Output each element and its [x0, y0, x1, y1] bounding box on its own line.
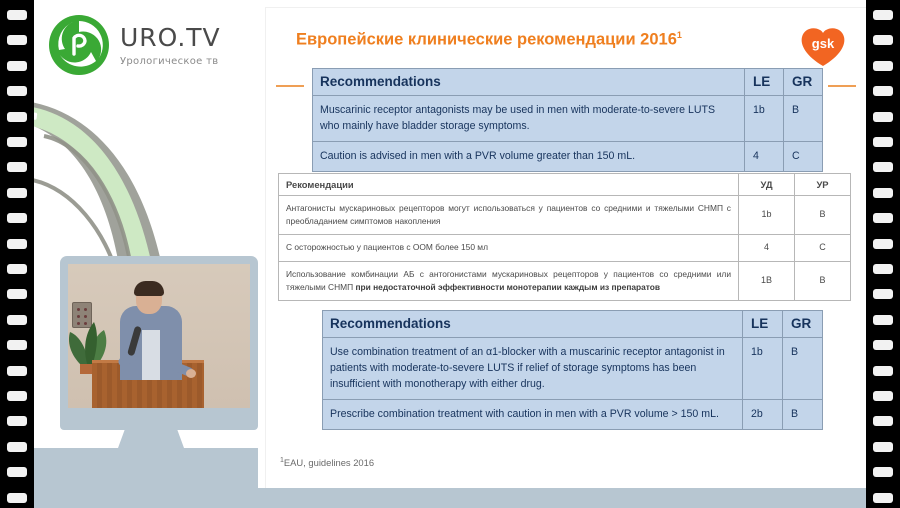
- table-row: [279, 196, 851, 235]
- col-recommendations: Recommendations: [313, 69, 745, 96]
- film-perforation: [873, 162, 893, 172]
- cell-le: 4: [745, 142, 784, 172]
- film-perforation: [7, 188, 27, 198]
- monitor-stand: [118, 430, 184, 448]
- footnote-text: EAU, guidelines 2016: [283, 457, 375, 469]
- presentation-slide: [266, 8, 866, 488]
- cell-ur: B: [795, 196, 851, 235]
- cell-ur: C: [795, 235, 851, 262]
- cell-gr: B: [783, 338, 823, 400]
- col-le: LE: [743, 311, 783, 338]
- scene-speaker-hand: [186, 369, 196, 378]
- footnote: [280, 457, 374, 468]
- film-perforation: [873, 315, 893, 325]
- film-perforation: [873, 467, 893, 477]
- slide-title-text: Европейские клинические рекомендации 2016: [296, 30, 677, 49]
- film-perforation: [873, 61, 893, 71]
- film-perforation: [873, 35, 893, 45]
- table-header-row: [323, 311, 823, 338]
- film-perforation: [873, 112, 893, 122]
- col-recommendations: Recommendations: [323, 311, 743, 338]
- video-player[interactable]: [68, 264, 250, 408]
- divider-left: [276, 85, 304, 87]
- col-rekomendacii: Рекомендации: [279, 174, 739, 196]
- table-header-row: [279, 174, 851, 196]
- film-perforation: [7, 391, 27, 401]
- scene-speaker-shirt: [142, 330, 160, 380]
- cell-ud: 4: [739, 235, 795, 262]
- footnote-marker: 1: [280, 457, 284, 464]
- table-row: [313, 142, 823, 172]
- film-perforation: [873, 239, 893, 249]
- recommendations-table-top: [312, 68, 823, 172]
- film-perforation: [7, 112, 27, 122]
- cell-le: 1b: [743, 338, 783, 400]
- uro-tv-logo: [48, 14, 221, 76]
- table-row: [323, 400, 823, 430]
- table-row: [323, 338, 823, 400]
- left-branding-panel: [34, 0, 258, 508]
- film-perforation: [7, 61, 27, 71]
- film-perforation: [7, 315, 27, 325]
- logo-text: [120, 23, 221, 67]
- recommendations-table-russian: [278, 173, 851, 301]
- cell-recommendation: Антагонисты мускариновых рецепторов могут использоваться у пациентов со средними и тяжелыми СНМП с преобладанием симптомов накопления: [279, 196, 739, 235]
- film-perforation: [873, 137, 893, 147]
- film-strip-left: [0, 0, 34, 508]
- recommendations-table-bottom: [322, 310, 823, 430]
- film-strip-right: [866, 0, 900, 508]
- slide-title-footnote-marker: 1: [676, 30, 682, 40]
- film-perforation: [7, 442, 27, 452]
- cell-recommendation: Caution is advised in men with a PVR volume greater than 150 mL.: [313, 142, 745, 172]
- cell-ur: B: [795, 261, 851, 300]
- cell-gr: B: [783, 400, 823, 430]
- film-perforation: [873, 10, 893, 20]
- film-perforation: [873, 366, 893, 376]
- col-ud: УД: [739, 174, 795, 196]
- film-perforation: [873, 493, 893, 503]
- film-perforation: [873, 264, 893, 274]
- table-row: [279, 261, 851, 300]
- cell-text-plain: Использование комбинации АБ с антогонистами мускариновых рецепторов у пациентов со средними или тяжелыми СНМП: [286, 268, 731, 292]
- table-row: [279, 235, 851, 262]
- film-perforation: [7, 162, 27, 172]
- film-perforation: [7, 340, 27, 350]
- film-perforation: [7, 213, 27, 223]
- film-perforation: [7, 467, 27, 477]
- logo-title: URO.TV: [120, 23, 221, 52]
- film-perforation: [7, 239, 27, 249]
- bottom-bar: [34, 488, 866, 508]
- film-perforation: [7, 416, 27, 426]
- film-perforation: [873, 213, 893, 223]
- film-perforation: [873, 416, 893, 426]
- divider-right: [828, 85, 856, 87]
- uro-swirl-logo-icon: [48, 14, 110, 76]
- film-perforation: [7, 289, 27, 299]
- col-gr: GR: [783, 311, 823, 338]
- cell-le: 1b: [745, 96, 784, 142]
- film-perforation: [7, 86, 27, 96]
- film-perforation: [873, 188, 893, 198]
- cell-ud: 1b: [739, 196, 795, 235]
- film-perforation: [873, 289, 893, 299]
- cell-recommendation: Muscarinic receptor antagonists may be used in men with moderate-to-severe LUTS who mainly have bladder storage symptoms.: [313, 96, 745, 142]
- cell-ud: 1В: [739, 261, 795, 300]
- cell-gr: C: [784, 142, 823, 172]
- col-ur: УР: [795, 174, 851, 196]
- cell-recommendation: Prescribe combination treatment with caution in men with a PVR volume > 150 mL.: [323, 400, 743, 430]
- gsk-logo-icon: [800, 25, 846, 67]
- video-monitor-frame: [60, 256, 258, 430]
- film-perforation: [7, 264, 27, 274]
- film-perforation: [873, 442, 893, 452]
- page-title: [296, 30, 682, 50]
- film-perforation: [7, 35, 27, 45]
- film-perforation: [873, 86, 893, 96]
- cell-gr: B: [784, 96, 823, 142]
- film-perforation: [7, 366, 27, 376]
- table-header-row: [313, 69, 823, 96]
- film-perforation: [7, 493, 27, 503]
- col-le: LE: [745, 69, 784, 96]
- table-row: [313, 96, 823, 142]
- cell-recommendation: С осторожностью у пациентов с ООМ более 150 мл: [279, 235, 739, 262]
- col-gr: GR: [784, 69, 823, 96]
- cell-recommendation: [279, 261, 739, 300]
- film-perforation: [873, 391, 893, 401]
- film-perforation: [7, 137, 27, 147]
- gsk-wordmark: gsk: [811, 36, 835, 51]
- cell-text-bold: при недостаточной эффективности монотерапии каждым из препаратов: [355, 281, 661, 292]
- film-perforation: [873, 340, 893, 350]
- cell-le: 2b: [743, 400, 783, 430]
- cell-recommendation: Use combination treatment of an α1-blocker with a muscarinic receptor antagonist in patients with moderate-to-severe LUTS if relief of storage symptoms has been insufficient with monotherapy with either drug.: [323, 338, 743, 400]
- film-perforation: [7, 10, 27, 20]
- scene-speaker-hair: [134, 281, 164, 296]
- logo-subtitle: Урологическое тв: [120, 56, 219, 67]
